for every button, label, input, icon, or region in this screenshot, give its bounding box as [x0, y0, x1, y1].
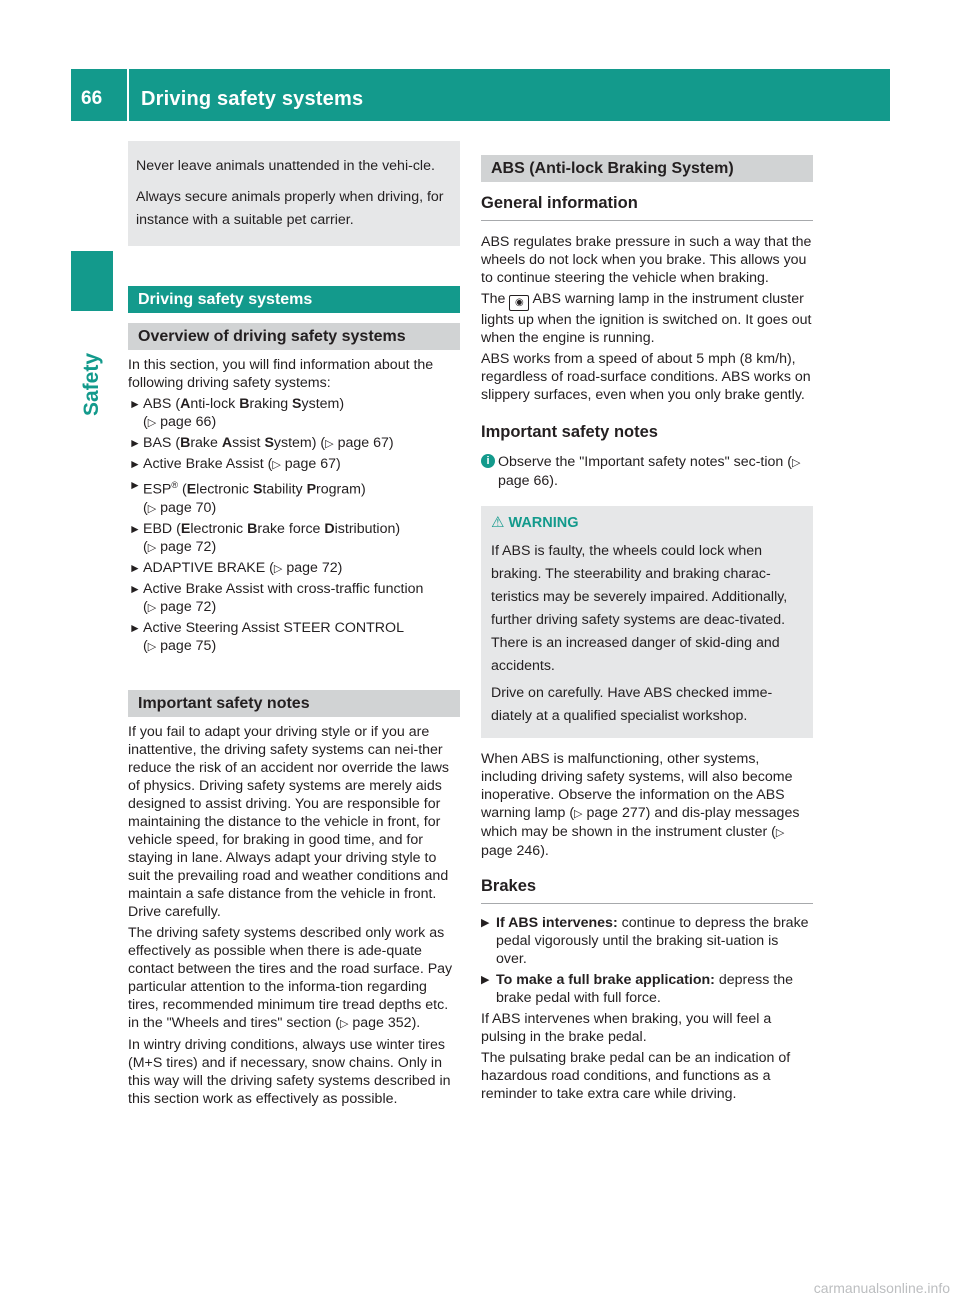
page-ref-link[interactable]: page 72	[160, 598, 212, 615]
important-p3: In wintry driving conditions, always use winter tires (M+S tires) and if necessary, snow chains. Only in this way will the driving safety systems described in this section work as effectively as possible.	[128, 1036, 451, 1107]
side-label-text: Safety	[80, 352, 103, 416]
page-ref-arrow-icon: ▷	[574, 808, 583, 820]
animals-note-p2: Always secure animals properly when driving, for instance with a suitable pet carrier.	[136, 189, 444, 228]
list-item: ► ABS (Anti-lock Braking System) (▷ page 66)	[129, 396, 345, 430]
abs-p5: If ABS intervenes when braking, you will feel a pulsing in the brake pedal.	[481, 1011, 772, 1045]
abs-p6: The pulsating brake pedal can be an indication of hazardous road conditions, and functions as a reminder to take extra care while driving.	[481, 1050, 791, 1102]
list-item: ► ADAPTIVE BRAKE (▷ page 72)	[129, 559, 343, 576]
important-notes-heading-left: Important safety notes	[128, 690, 460, 717]
page-ref-arrow-icon: ▷	[791, 457, 801, 469]
systems-list	[128, 395, 460, 656]
page-ref-arrow-icon: ▷	[147, 502, 157, 515]
step-arrow-icon: ▶	[481, 917, 490, 929]
page-ref-link[interactable]: page 70	[160, 499, 212, 516]
abs-p3: ABS works from a speed of about 5 mph (8 km/h), regardless of road-surface conditions. ABS works on slippery surfaces, even when you only brake gently.	[481, 351, 811, 403]
page-ref-link[interactable]: page 246	[481, 843, 541, 859]
step-arrow-icon: ▶	[481, 974, 490, 986]
page-ref-arrow-icon: ▷	[273, 562, 283, 575]
warning-box	[481, 506, 813, 738]
page-ref-arrow-icon: ▷	[775, 827, 785, 839]
warning-p2: Drive on carefully. Have ABS checked imme-diately at a qualified specialist workshop.	[491, 685, 773, 724]
left-column	[128, 141, 460, 1111]
page-ref-link[interactable]: page 66	[498, 473, 550, 489]
abs-p4: When ABS is malfunctioning, other systems, including driving safety systems, will also become inoperative. Observe the information on the ABS warning lamp (▷ page 277) and dis-play messages which may be shown in the instrument cluster (▷ page 246).	[481, 751, 800, 859]
info-icon: i	[481, 454, 495, 468]
important-p2: The driving safety systems described only work as effectively as possible when there is ade-quate contact between the tires and the road surface. Pay particular attention to the informa-tion regarding tires, recommended minimum tire tread depths etc. in the "Wheels and tires" section (▷ page 352).	[128, 924, 453, 1031]
abs-p1: ABS regulates brake pressure in such a way that the wheels do not lock when you brake. This allows you to continue steering the vehicle when braking.	[481, 234, 812, 286]
header-title: Driving safety systems	[141, 88, 364, 110]
brakes-heading: Brakes	[481, 863, 813, 904]
instruction-step: ▶ To make a full brake application: depress the brake pedal with full force.	[481, 972, 794, 1006]
page-ref-link[interactable]: page 67	[284, 456, 337, 472]
page-ref-arrow-icon: ▷	[147, 640, 157, 653]
list-item: ► Active Brake Assist with cross-traffic function (▷ page 72)	[129, 580, 424, 615]
animals-note-box	[128, 141, 460, 246]
abs-p2: The ◉ ABS warning lamp in the instrument cluster lights up when the ignition is switched on. It goes out when the engine is running.	[481, 291, 812, 346]
important-notes-heading-right: Important safety notes	[481, 423, 658, 441]
page-ref-link[interactable]: page 75	[160, 637, 212, 654]
page-ref-link[interactable]: page 277	[586, 805, 646, 821]
page-ref-arrow-icon: ▷	[147, 601, 157, 614]
abs-warning-lamp-icon: ◉	[509, 295, 529, 311]
warning-p1: If ABS is faulty, the wheels could lock when braking. The steerability and braking charac-teristics may be severely impaired. Additionally, further driving safety systems are deac-tivated. There is an increased danger of skid-ding and accidents.	[491, 543, 788, 674]
list-item: ► Active Brake Assist (▷ page 67)	[129, 456, 341, 472]
instruction-step: ▶ If ABS intervenes: continue to depress the brake pedal vigorously until the braking sit-uation is over.	[481, 915, 809, 967]
page-ref-arrow-icon: ▷	[147, 541, 157, 554]
page-number: 66	[81, 88, 103, 109]
page-ref-link[interactable]: page 72	[286, 559, 338, 576]
page-ref-arrow-icon: ▷	[325, 438, 334, 450]
page-ref-link[interactable]: page 67	[337, 435, 389, 451]
list-item: ► ESP® (Electronic Stability Program) (▷ page 70)	[129, 478, 366, 516]
warning-title: ⚠ WARNING	[491, 514, 579, 531]
abs-heading: ABS (Anti-lock Braking System)	[481, 155, 813, 182]
right-column	[481, 141, 813, 1106]
list-item: ► Active Steering Assist STEER CONTROL (▷ page 75)	[129, 619, 404, 654]
animals-note-p1: Never leave animals unattended in the vehi-cle.	[136, 158, 435, 174]
page-ref-link[interactable]: page 72	[160, 538, 212, 555]
warning-triangle-icon: ⚠	[491, 514, 505, 531]
overview-intro: In this section, you will find information about the following driving safety systems:	[128, 357, 434, 391]
section-heading-dss: Driving safety systems	[128, 286, 460, 313]
header-divider	[127, 69, 129, 121]
page-ref-link[interactable]: page 352	[352, 1014, 412, 1031]
side-label	[80, 336, 110, 416]
side-tab-marker	[71, 251, 113, 311]
page-ref-arrow-icon: ▷	[147, 417, 157, 429]
page-ref-link[interactable]: page 66	[160, 414, 212, 430]
list-item: ► BAS (Brake Assist System) (▷ page 67)	[129, 435, 394, 451]
important-p1: If you fail to adapt your driving style or if you are inattentive, the driving safety systems can nei-ther reduce the risk of an accident nor override the laws of physics. Driving safety systems are merely aids designed to assist driving. You are responsible for maintaining the distance to the vehicle in front, for vehicle speed, for braking in good time, and for staying in lane. Always adapt your driving style to suit the prevailing road and weather conditions and maintain a safe distance from the vehicle in front. Drive carefully.	[128, 723, 449, 920]
list-item: ► EBD (Electronic Brake force Distribution) (▷ page 72)	[129, 520, 401, 555]
header-bar	[71, 69, 890, 121]
overview-heading: Overview of driving safety systems	[128, 323, 460, 350]
info-note: i Observe the "Important safety notes" sec-tion (▷ page 66).	[481, 453, 813, 490]
general-info-heading: General information	[481, 182, 813, 221]
page-ref-arrow-icon: ▷	[339, 1017, 349, 1030]
page-ref-arrow-icon: ▷	[272, 459, 281, 471]
footer-watermark: carmanualsonline.info	[813, 1280, 950, 1296]
